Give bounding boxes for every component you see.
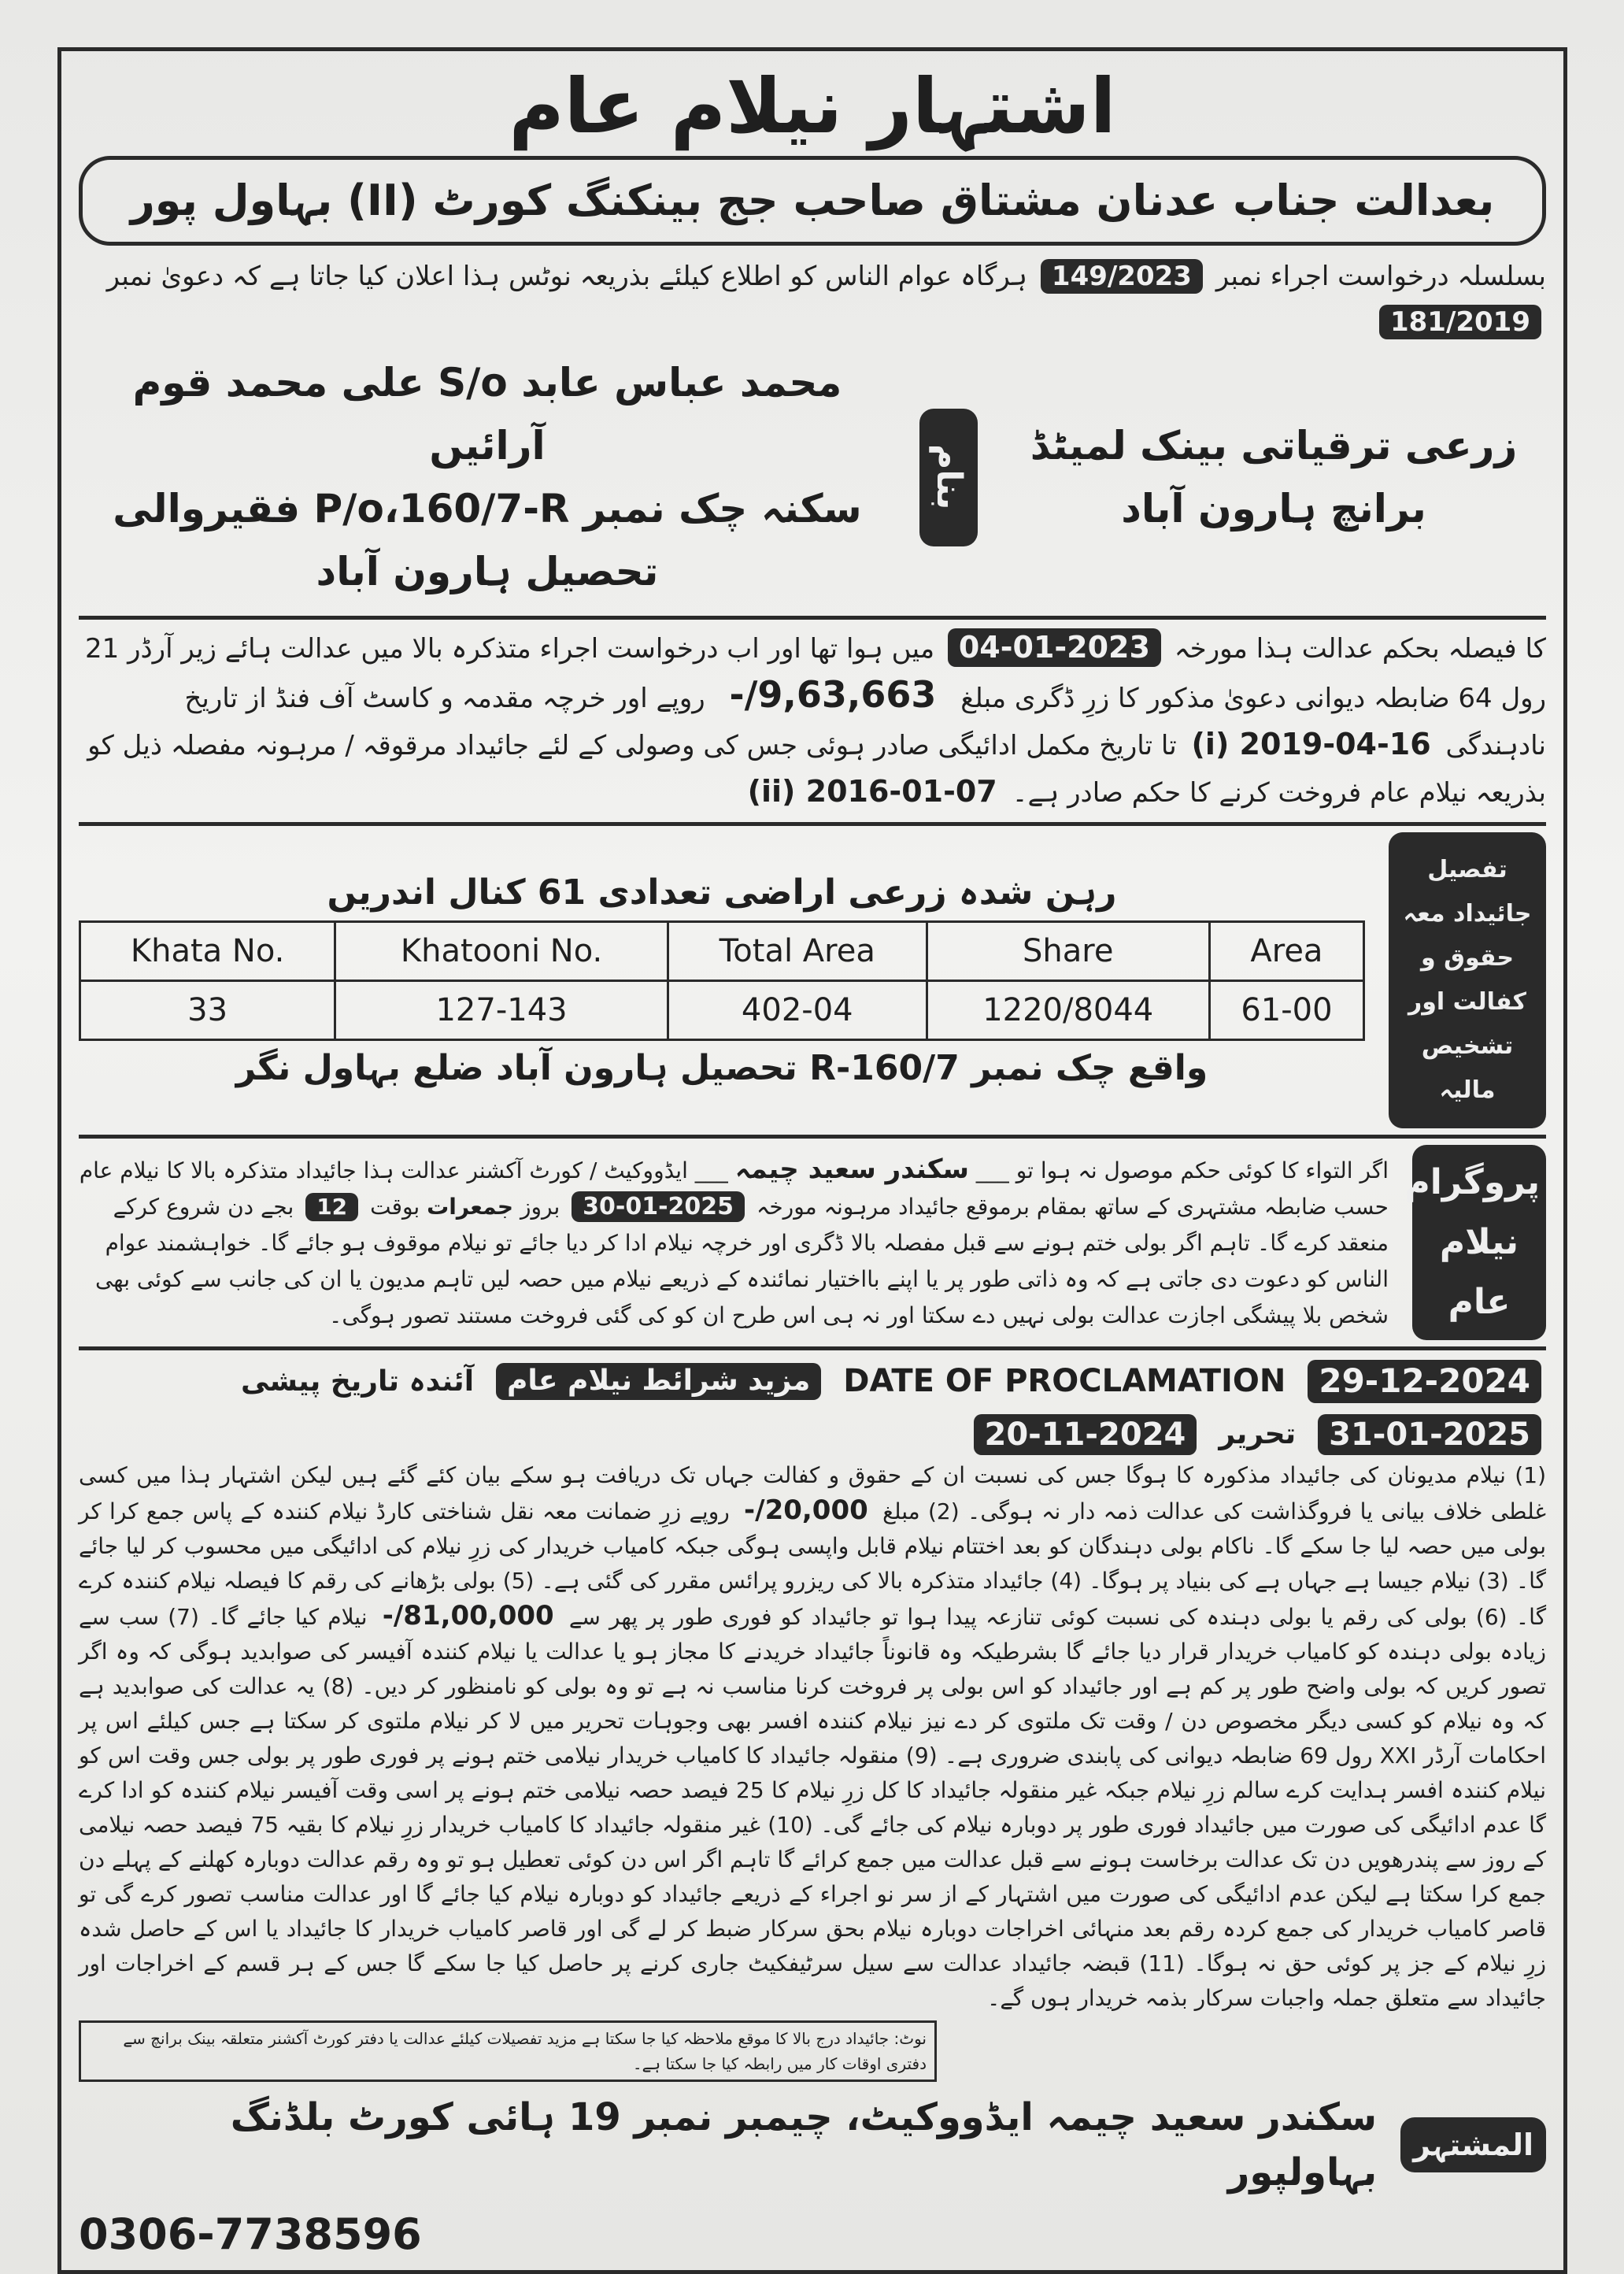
- terms-line: نیلام کیا جائے گا۔ (7) سب سے زیادہ بولی دہندہ کو کامیاب خریدار قرار دیا جائے گا بشرطیکہ وہ قانوناً جائیداد خریدنے کا مجاز ہو یا عدالت یا نیلام کنندہ آفیسر کی صوابدید ہوگی کہ وہ اگر تصور کریں کہ بولی واضح طور پر کم ہے اور جائیداد کو اس بولی پر: [79, 1603, 1546, 1699]
- court-name: بعدالت جناب عدنان مشتاق صاحب جج بینکنگ کورٹ (II) بہاول پور: [79, 156, 1546, 246]
- parties-section: [79, 345, 1546, 609]
- property-heading: رہن شدہ زرعی اراضی تعدادی 61 کنال اندریں: [327, 872, 1117, 913]
- defendant-address: سکنہ چک نمبر P/o،160/7-R فقیروالی تحصیل ہارون آباد: [113, 486, 862, 594]
- terms-line: آرڈر XXI رول 69 ضابطہ دیوانی کی پابندی ضروری ہے۔ (9) منقولہ جائیداد کا کامیاب خریدار نیلامی ختم ہونے پر فوری طور پر بولی جس وقت اس کو نیلام کنندہ افسر ہدایت کرے سالم زرِ نیلام جبکہ غیر منقولہ جائیداد کا کل زرِ نیلام کا 25 فیصد: [79, 1742, 1546, 1803]
- divider: [79, 1346, 1546, 1350]
- program-text-part: اگر التواء کا کوئی حکم موصول نہ ہوا تو: [1015, 1157, 1389, 1183]
- table-row: [80, 980, 1364, 1039]
- property-content: [79, 865, 1365, 1096]
- reference-text: ہرگاہ عوام الناس کو اطلاع کیلئے بذریعہ نوٹس ہذا اعلان کیا جاتا ہے کہ دعویٰ نمبر: [106, 261, 1028, 292]
- cell-share: 1220/8044: [927, 980, 1209, 1039]
- reference-prefix: بسلسلہ درخواست اجراء نمبر: [1215, 261, 1546, 292]
- decree-text: روپے اور خرچہ مقدمہ و کاسٹ آف فنڈ از تاریخ نادہندگی: [184, 683, 1546, 761]
- program-section: [79, 1145, 1546, 1340]
- auction-time: 12: [305, 1193, 358, 1221]
- auction-program-label: پروگرام نیلام عام: [1412, 1145, 1546, 1340]
- written-date: 20-11-2024: [974, 1414, 1197, 1455]
- proclamation-label: DATE OF PROCLAMATION: [843, 1363, 1286, 1400]
- terms-line: سیل سرٹیفکیٹ جاری کرنے پر حاصل کیا جا سکے گا جس کے ہر قسم کے اخراجات اور جائیداد سے متعلق جملہ واجبات سرکار بذمہ خریدار ہوں گے۔: [79, 1950, 1546, 2011]
- cell-area: 61-00: [1209, 980, 1363, 1039]
- defendant-name: محمد عباس عابد S/o علی محمد قوم آرائیں: [132, 360, 842, 469]
- property-location: واقع چک نمبر 160/7-R تحصیل ہارون آباد ضلع بہاول نگر: [235, 1047, 1208, 1088]
- advertiser-address: سکندر سعید چیمہ ایڈووکیٹ، چیمبر نمبر 19 ہائی کورٹ بلڈنگ بہاولپور: [230, 2094, 1378, 2194]
- property-table: [79, 920, 1365, 1041]
- program-text-part: بروز: [520, 1194, 560, 1220]
- terms-paragraph: [79, 1458, 1546, 2016]
- more-terms-label: مزید شرائط نیلام عام: [496, 1363, 821, 1400]
- cell-khata: 33: [80, 980, 335, 1039]
- header-area: Area: [1209, 921, 1363, 980]
- decree-text: ہوئی جس کی وصولی کے لئے جائیداد مرقوقہ / مرہونہ مفصلہ ذیل کو بذریعہ نیلام عام فروخت کرنے کا حکم صادر ہے۔: [87, 730, 1546, 809]
- divider: [79, 616, 1546, 620]
- next-hearing-date: 31-01-2025: [1318, 1414, 1541, 1455]
- next-hearing-label: آئندہ تاریخ پیشی: [241, 1365, 475, 1398]
- program-line-5: سے کوئی بھی شخص بلا پیشگی اجازت عدالت بولی نہیں دے سکتا اور نہ ہی اس طرح ان کو کی گئی فروخت مستند تصور ہوگی۔: [94, 1266, 1389, 1328]
- program-text-part: برموقع جائیداد مرہونہ مورخہ: [756, 1194, 1030, 1220]
- reference-line: [79, 254, 1546, 345]
- note-box: نوٹ: جائیداد درج بالا کا موقع ملاحظہ کیا جا سکتا ہے مزید تفصیلات کیلئے عدالت یا دفتر کورٹ آکشنر متعلقہ بینک برانچ سے دفتری اوقات کار میں رابطہ کیا جا سکتا ہے۔: [79, 2020, 937, 2082]
- program-text: اگر التواء کا کوئی حکم موصول نہ ہوا تو ___ سکندر سعید چیمہ ___ ایڈووکیٹ / کورٹ آکشنر عدالت ہذا جائیداد متذکرہ بالا کا نیلام عام حسب ضابطہ مشتہری کے ساتھ بمقام برموقع جائیداد مرہونہ مورخہ 30-01-2025 بروز جمعرات بوقت 12 بجے دن شروع کرکے منعقد کرے گا۔ تاہم اگر بولی ختم ہونے سے قبل مفصلہ بالا ڈگری اور خرچہ نیلام ادا کر دیا جائے تو نیلام موقوف ہو جائے گا۔ خواہشمند عوام الناس کو دعوت دی جاتی ہے کہ وہ ذاتی طور پر یا اپنے بااختیار نمائندہ کے ذریعے نیلام میں حصہ لیں تاہم مدیون یا ان کی جانب سے کوئی بھی شخص بلا پیشگی اجازت عدالت بولی نہیں دے سکتا اور نہ ہی اس طرح ان کو کی گئی فروخت مستند تصور ہوگی۔: [79, 1154, 1389, 1328]
- default-date: 16-04-2019 (i): [1191, 727, 1431, 761]
- header-khatooni: Khatooni No.: [335, 921, 668, 980]
- table-header-row: [80, 921, 1364, 980]
- conditions-header: [79, 1357, 1546, 1458]
- earnest-money: 20,000/-: [744, 1494, 868, 1526]
- versus-label: بنام: [919, 409, 978, 546]
- notice-title: اشتہار نیلام عام: [509, 62, 1116, 150]
- header-total-area: Total Area: [668, 921, 927, 980]
- reserve-price: 81,00,000/-: [382, 1599, 554, 1631]
- plaintiff-name: زرعی ترقیاتی بینک لمیٹڈ: [1030, 423, 1518, 469]
- proclamation-date: 29-12-2024: [1308, 1360, 1541, 1403]
- advertiser-phone: 0306-7738596: [79, 2209, 422, 2259]
- decree-text: مذکور کا زرِ ڈگری مبلغ: [960, 683, 1215, 714]
- property-details-label: تفصیل جائیداد معہ حقوق و کفالت اور تشخیص مالیہ: [1389, 832, 1546, 1128]
- program-line-3: بجے دن شروع کرکے منعقد کرے گا۔ تاہم اگر بولی ختم ہونے سے قبل مفصلہ بالا ڈگری اور خرچہ نیلام ادا کر دیا جائے تو نیلام موقوف ہو جائے گا۔: [113, 1194, 1389, 1256]
- decree-amount: 9,63,663/-: [729, 673, 937, 716]
- decree-text: تا تاریخ مکمل ادائیگی صادر: [873, 730, 1177, 761]
- advertiser-label: المشتہر: [1400, 2117, 1546, 2172]
- decree-text: میں ہوا تھا اور اب درخواست اجراء متذکرہ بالا میں عدالت ہائے زیر آرڈر 21 رول 64 ضابطہ دیوانی دعویٰ: [85, 633, 1546, 714]
- terms-line: برخاست ہونے سے قبل عدالت میں جمع کرائے گا تاہم اگر اس دن کوئی تعطیل ہو تو وہ رقم عدالت دوبارہ کھلنے کے پہلے دن جمع کرا سکتا ہے لیکن عدم ادائیگی کی صورت میں اشتہار کے از سر نو اجراء کے ذریعے جائیداد کو دوبارہ نیلام کیا جائے گا اور عدالت: [79, 1846, 1546, 1907]
- decree-section: [79, 626, 1546, 816]
- auction-date: 30-01-2025: [572, 1191, 745, 1222]
- cell-khatooni: 127-143: [335, 980, 668, 1039]
- second-date: 07-01-2016 (ii): [747, 774, 997, 809]
- plaintiff-block: [1001, 414, 1546, 540]
- header-khata: Khata No.: [80, 921, 335, 980]
- execution-number: 149/2023: [1041, 259, 1203, 294]
- header-share: Share: [927, 921, 1209, 980]
- divider: [79, 1135, 1546, 1139]
- cell-total-area: 402-04: [668, 980, 927, 1039]
- terms-line: روپے زرِ ضمانت معہ نقل شناختی کارڈ نیلام کنندہ کے پاس جمع کرا کر بولی میں حصہ لیا جا سکے گا۔ ناکام بولی دہندگان کو بعد اختتام نیلام قابل واپسی ہوگی جبکہ کامیاب خریدار کی زرِ نیلام کی ادائیگی میں محسوب کر لیا جائے گا۔ (3) نیلام جیسا ہے جہاں ہے: [79, 1498, 1547, 1594]
- program-text-part: ایڈووکیٹ / کورٹ آکشنر عدالت ہذا جائیداد متذکرہ بالا کا نیلام عام حسب ضابطہ مشتہری کے ساتھ بمقام: [79, 1157, 1389, 1220]
- terms-line: کی بنیاد پر ہوگا۔ (4) جائیداد متذکرہ بالا کی ریزرو پرائس مقرر کی گئی ہے۔ (5) بولی بڑھانے کی رقم کا فیصلہ نیلام کنندہ کرے گا۔ (6) بولی کی رقم یا بولی دہندہ کی نسبت کوئی تنازعہ پیدا ہوا تو جائیداد کو فوری طور پر پھر سے: [79, 1567, 1547, 1630]
- suit-number: 181/2019: [1379, 305, 1541, 339]
- decree-date: 04-01-2023: [948, 628, 1161, 667]
- decree-text: کا فیصلہ بحکم عدالت ہذا مورخہ: [1174, 633, 1546, 665]
- terms-line: (1) نیلام مدیونان کی جائیداد مذکورہ کا ہوگا جس کی نسبت ان کے حقوق و کفالت جہاں تک دریافت ہو سکے بیان کئے گئے ہیں لیکن اشتہار ہذا میں کسی غلطی خلاف بیانی یا فروگذاشت کی عدالت ذمہ دار نہ ہوگی۔ (2) مبلغ: [79, 1461, 1546, 1524]
- auction-day: جمعرات: [427, 1194, 514, 1220]
- program-text-part: بوقت: [370, 1194, 420, 1220]
- program-line-4: خواہشمند عوام الناس کو دعوت دی جاتی ہے کہ وہ ذاتی طور پر یا اپنے بااختیار نمائندہ کے ذریعے نیلام میں حصہ لیں تاہم مدیون یا ان کی جانب: [105, 1230, 1389, 1292]
- terms-line: فروخت کرنا مناسب نہ ہے تو وہ بولی کو نامنظور کر دیں۔ (8) یہ عدالت کی صوابدید ہے کہ وہ نیلام کو کسی دیگر مخصوص دن / وقت تک ملتوی کر دے نیز نیلام کنندہ افسر بھی وجوہات تحریر میں لا کر نیلام ملتوی کر سکتا ہے جس کیلئے اس پر احکامات: [79, 1672, 1546, 1768]
- written-label: تحریر: [1219, 1418, 1297, 1451]
- auctioneer-name: سکندر سعید چیمہ: [734, 1154, 969, 1185]
- terms-line: حصہ نیلامی ختم ہونے پر اسی وقت آفیسر نیلام کنندہ کو ادا کرے گا عدم ادائیگی کی صورت میں جائیداد فوری طور پر دوبارہ نیلام کی جائے گی۔ (10) غیر منقولہ جائیداد کا کامیاب خریدار زرِ نیلام کا بقیہ 75 فیصد حصہ نیلامی کے روز سے پندرھویں دن تک عدالت: [79, 1776, 1547, 1872]
- divider: [79, 822, 1546, 826]
- notice-border: [57, 47, 1567, 2274]
- defendant-block: [79, 351, 896, 603]
- property-section: [79, 832, 1546, 1128]
- terms-line: مناسب تصور کرے گی تو قاصر کامیاب خریدار کی جمع کردہ رقم بعد منہائی اخراجات دوبارہ نیلام بحق سرکار ضبط کر لے گی اور قاصر کامیاب خریدار کا جائیداد یا اس کے حاصل شدہ زرِ نیلام کے جز پر کوئی حق نہ ہوگا۔ (11) قبضہ جائیداد عدالت سے: [79, 1880, 1547, 1976]
- plaintiff-branch: برانچ ہارون آباد: [1121, 486, 1426, 531]
- advertiser-row: [79, 2090, 1546, 2200]
